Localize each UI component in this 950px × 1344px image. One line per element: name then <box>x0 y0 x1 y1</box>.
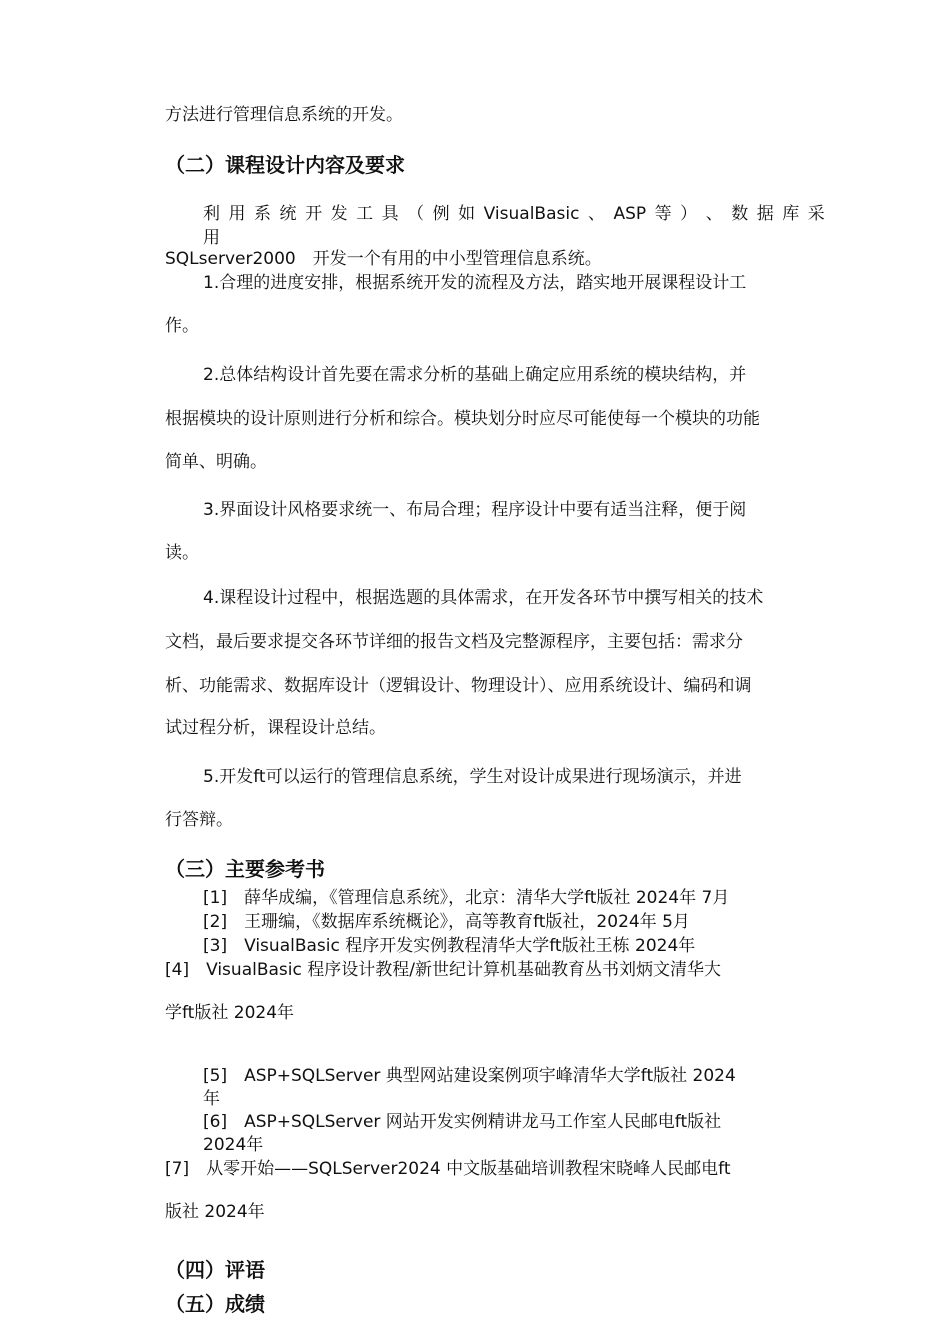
tools-char: 据 <box>756 204 774 224</box>
reference-7-cont: 版社 2024年 <box>165 1202 265 1222</box>
tools-char: 如 <box>458 204 476 224</box>
tools-char: （ <box>407 204 425 224</box>
tools-char: 具 <box>381 204 399 224</box>
requirement-4-cont: 析、功能需求、数据库设计（逻辑设计、物理设计）、应用系统设计、编码和调 <box>165 676 752 696</box>
tools-word: ASP <box>613 204 647 224</box>
tools-char: 数 <box>731 204 749 224</box>
tools-char: 系 <box>254 204 272 224</box>
tools-char: 采 <box>807 204 825 224</box>
tools-wrap: 用 <box>203 228 220 248</box>
requirement-1-cont: 作。 <box>165 316 199 336</box>
tools-char: 开 <box>305 204 323 224</box>
requirement-2-cont: 根据模块的设计原则进行分析和综合。模块划分时应尽可能使每一个模块的功能 <box>165 409 760 429</box>
tools-char: 等 <box>654 204 672 224</box>
section-5-heading: （五）成绩 <box>165 1292 265 1316</box>
reference-5: [5] ASP+SQLServer 典型网站建设案例项宇峰清华大学ft版社 2024 <box>203 1066 736 1086</box>
db-line: SQLserver2000 开发一个有用的中小型管理信息系统。 <box>165 249 602 269</box>
reference-4-cont: 学ft版社 2024年 <box>165 1003 295 1023</box>
reference-2: [2] 王珊编，《数据库系统概论》，高等教育ft版社，2024年 5月 <box>203 912 690 932</box>
tools-char: 、 <box>587 204 605 224</box>
tools-char: 统 <box>279 204 297 224</box>
reference-6: [6] ASP+SQLServer 网站开发实例精讲龙马工作室人民邮电ft版社 <box>203 1112 722 1132</box>
reference-6-cont: 2024年 <box>203 1135 264 1155</box>
section-3-heading: （三）主要参考书 <box>165 857 325 881</box>
requirement-2: 2.总体结构设计首先要在需求分析的基础上确定应用系统的模块结构，并 <box>203 365 747 385</box>
tools-char: 库 <box>782 204 800 224</box>
requirement-3-cont: 读。 <box>165 543 199 563</box>
requirement-5: 5.开发ft可以运行的管理信息系统，学生对设计成果进行现场演示，并进 <box>203 767 742 787</box>
requirement-4-cont: 文档，最后要求提交各环节详细的报告文档及完整源程序，主要包括：需求分 <box>165 632 743 652</box>
requirement-3: 3.界面设计风格要求统一、布局合理；程序设计中要有适当注释，便于阅 <box>203 500 747 520</box>
requirement-1: 1.合理的进度安排，根据系统开发的流程及方法，踏实地开展课程设计工 <box>203 273 747 293</box>
tools-char: ） <box>680 204 698 224</box>
tools-char: 发 <box>330 204 348 224</box>
reference-5-cont: 年 <box>203 1089 220 1109</box>
requirement-4-cont: 试过程分析，课程设计总结。 <box>165 718 386 738</box>
tools-line <box>203 203 825 225</box>
section-2-heading: （二）课程设计内容及要求 <box>165 153 405 177</box>
reference-7: [7] 从零开始——SQLServer2024 中文版基础培训教程宋晓峰人民邮电ft <box>165 1159 731 1179</box>
reference-1: [1] 薛华成编，《管理信息系统》，北京：清华大学ft版社 2024年 7月 <box>203 888 730 908</box>
reference-3: [3] VisualBasic 程序开发实例教程清华大学ft版社王栋 2024年 <box>203 936 696 956</box>
tools-char: 利 <box>203 204 220 224</box>
reference-4: [4] VisualBasic 程序设计教程/新世纪计算机基础教育丛书刘炳文清华大 <box>165 960 721 980</box>
requirement-5-cont: 行答辩。 <box>165 810 233 830</box>
tools-char: 、 <box>705 204 723 224</box>
tools-char: 工 <box>356 204 374 224</box>
section-4-heading: （四）评语 <box>165 1258 265 1282</box>
tools-char: 例 <box>432 204 450 224</box>
requirement-4: 4.课程设计过程中，根据选题的具体需求，在开发各环节中撰写相关的技术 <box>203 588 764 608</box>
tools-char: 用 <box>228 204 246 224</box>
tools-word: VisualBasic <box>483 204 580 224</box>
intro-tail: 方法进行管理信息系统的开发。 <box>165 105 403 125</box>
requirement-2-cont: 简单、明确。 <box>165 452 267 472</box>
